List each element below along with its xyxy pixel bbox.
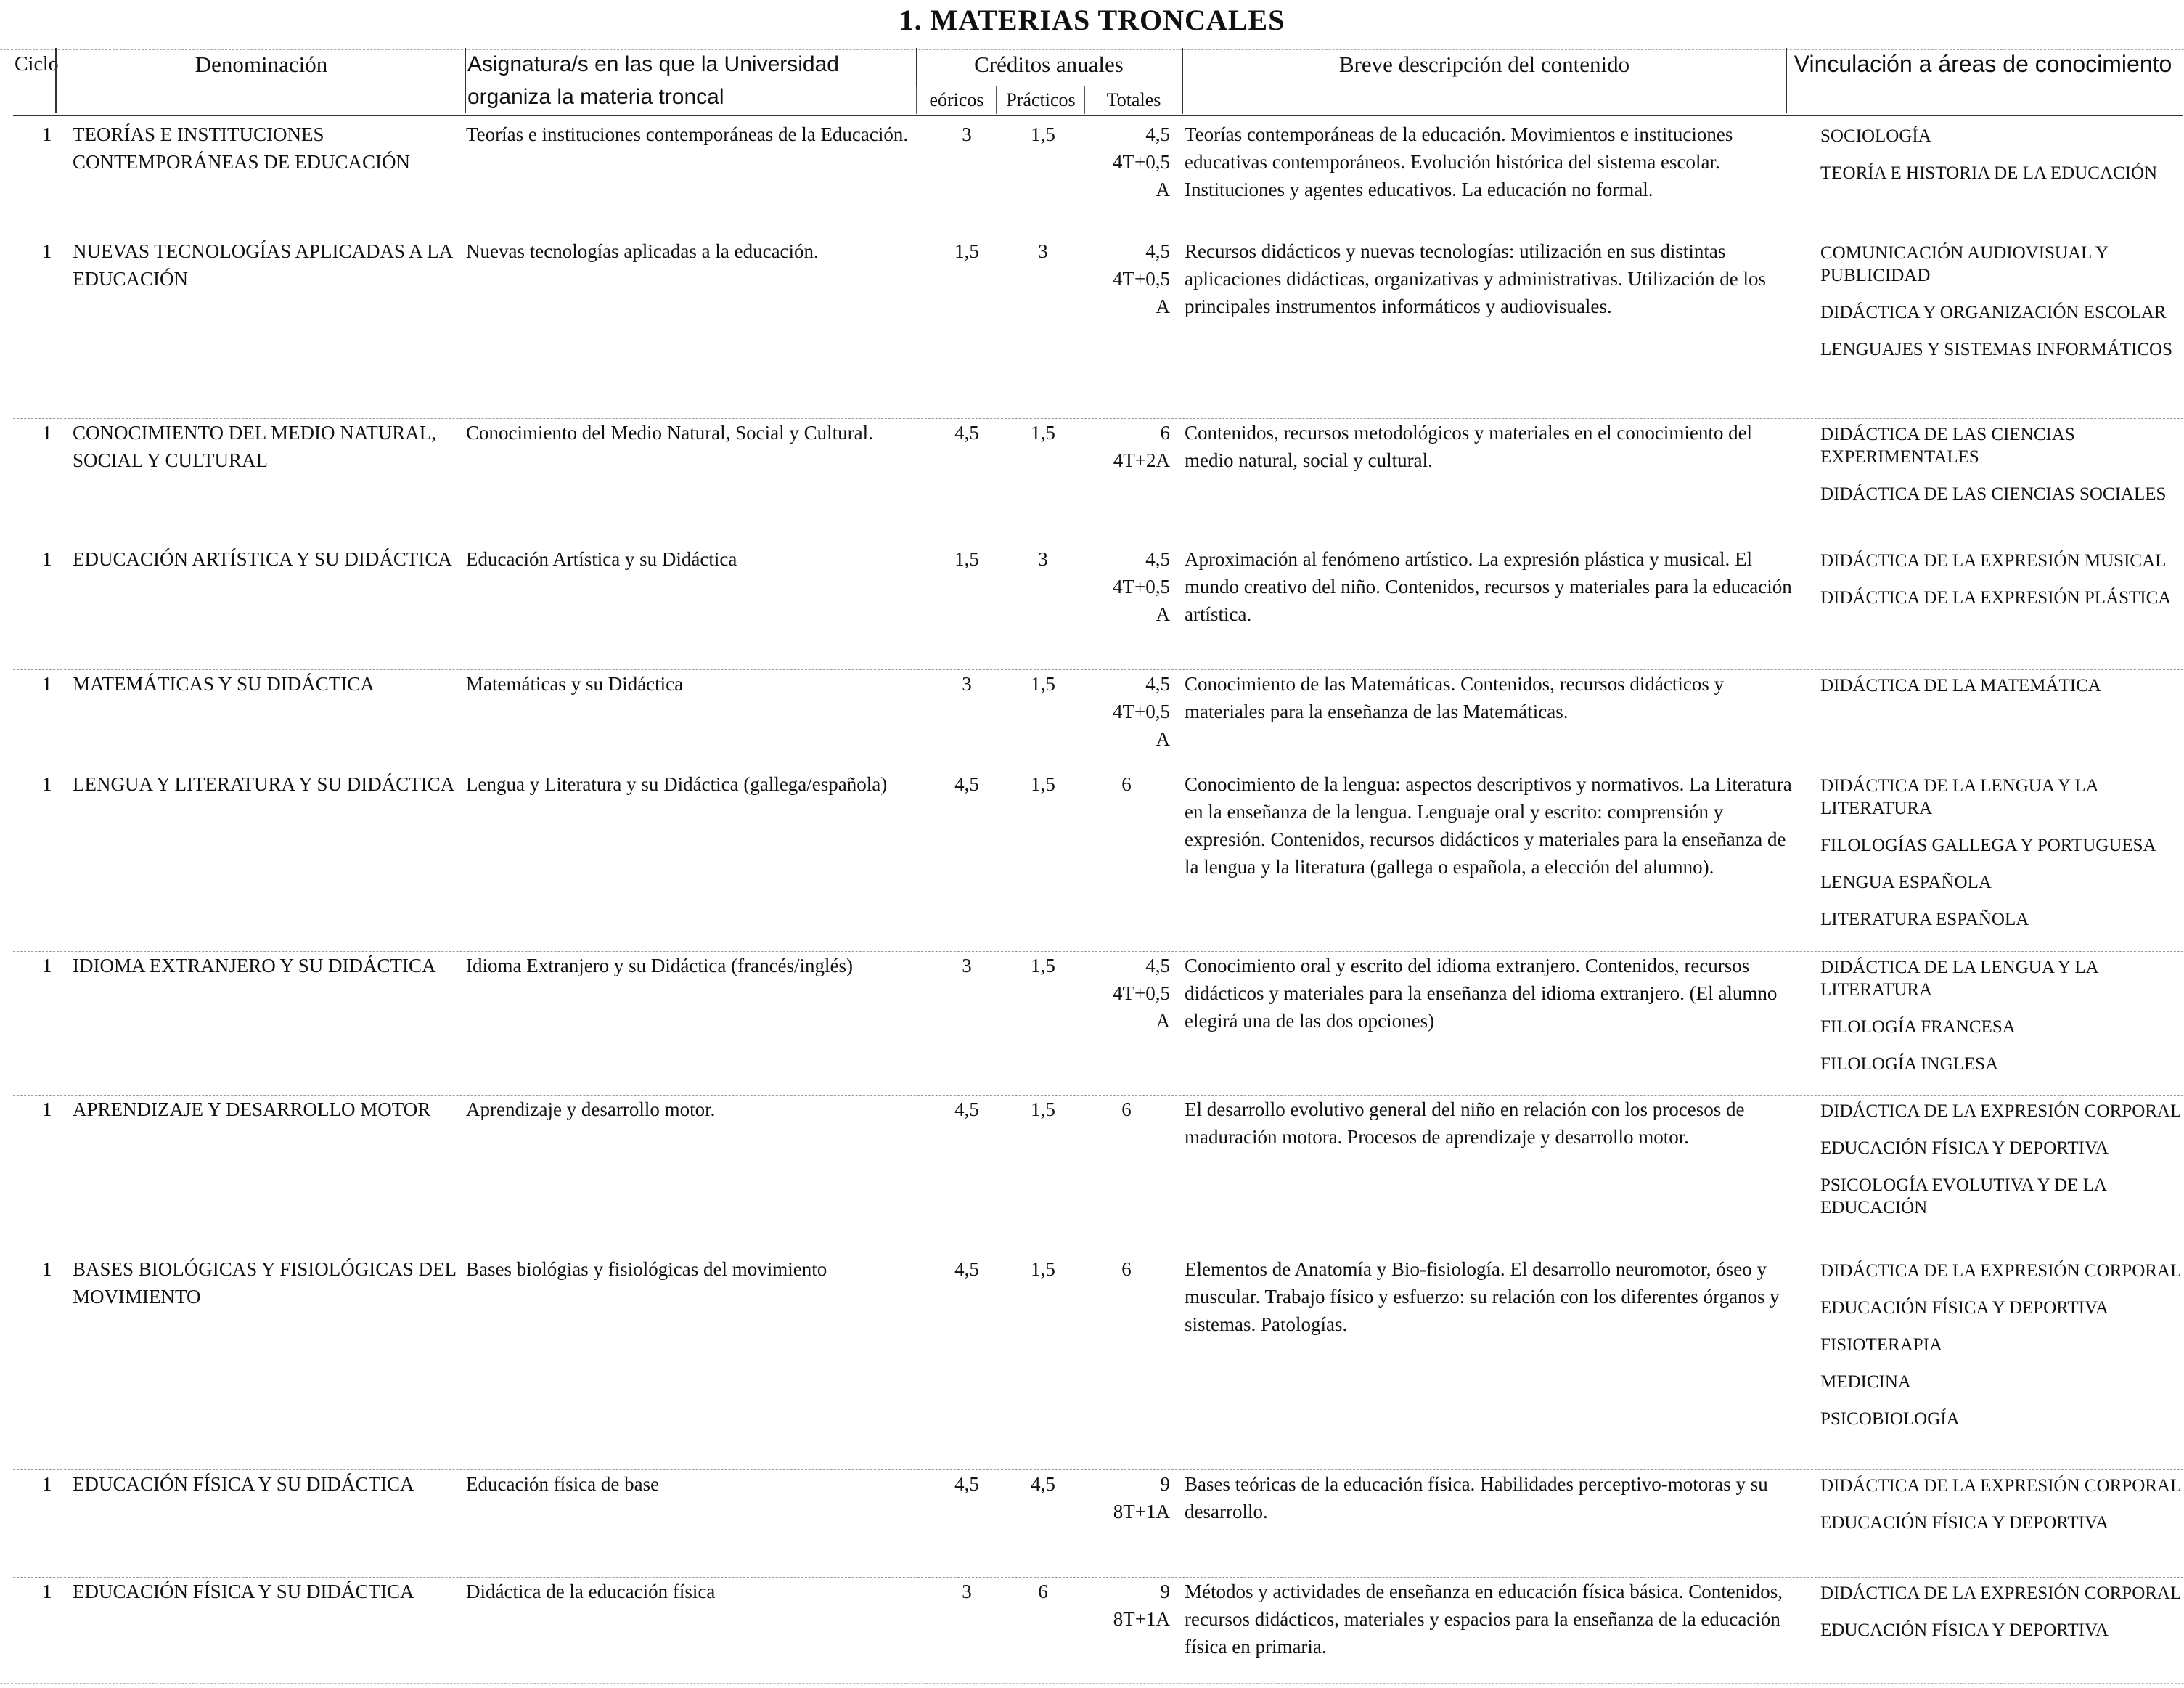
header-denominacion: Denominación: [195, 52, 328, 77]
area-item: DIDÁCTICA Y ORGANIZACIÓN ESCOLAR: [1820, 303, 2167, 322]
cell-teoricos: 3: [962, 955, 972, 976]
cell-teoricos: 3: [962, 123, 972, 145]
header-practicos: Prácticos: [996, 86, 1085, 114]
cell-practicos: 1,5: [1031, 955, 1055, 976]
cell-totales: 6: [1121, 1098, 1132, 1120]
cell-areas: [1820, 670, 2184, 712]
cell-denominacion: EDUCACIÓN FÍSICA Y SU DIDÁCTICA: [73, 1581, 414, 1602]
area-item: DIDÁCTICA DE LA LENGUA Y LA LITERATURA: [1820, 776, 2098, 818]
cell-teoricos: 3: [962, 1581, 972, 1602]
area-item: LENGUA ESPAÑOLA: [1820, 873, 1992, 892]
cell-denominacion: TEORÍAS E INSTITUCIONES CONTEMPORÁNEAS DE EDUCACIÓN: [73, 123, 411, 173]
table-row: [13, 1469, 2183, 1572]
area-item: LITERATURA ESPAÑOLA: [1820, 910, 2029, 929]
cell-practicos: 1,5: [1031, 673, 1055, 695]
cell-areas: [1820, 545, 2184, 624]
cell-asignatura: Aprendizaje y desarrollo motor.: [466, 1098, 716, 1120]
cell-practicos: 1,5: [1031, 1258, 1055, 1280]
cell-totales: 6 4T+2A: [1113, 422, 1170, 471]
area-item: DIDÁCTICA DE LA EXPRESIÓN CORPORAL: [1820, 1101, 2182, 1121]
area-item: FILOLOGÍA INGLESA: [1820, 1054, 1999, 1074]
cell-totales: 4,5 4T+0,5 A: [1113, 673, 1170, 750]
cell-ciclo: 1: [42, 548, 52, 570]
divider: [0, 1683, 2184, 1684]
table-row: [13, 418, 2183, 539]
cell-teoricos: 4,5: [954, 422, 979, 444]
cell-areas: [1820, 1470, 2184, 1549]
header-totales: Totales: [1084, 86, 1183, 114]
cell-totales: 6: [1121, 1258, 1132, 1280]
cell-totales: 6: [1121, 773, 1132, 795]
cell-totales: 4,5 4T+0,5 A: [1113, 955, 1170, 1032]
cell-totales: 4,5 4T+0,5 A: [1113, 548, 1170, 625]
area-item: MEDICINA: [1820, 1372, 1911, 1392]
cell-descripcion: Conocimiento oral y escrito del idioma extranjero. Contenidos, recursos didácticos y materiales para la enseñanza del idioma extranjero. (El alumno elegirá una de las dos opciones): [1185, 955, 1778, 1032]
cell-ciclo: 1: [42, 1258, 52, 1280]
table-row: [13, 121, 2183, 231]
cell-descripcion: Métodos y actividades de enseñanza en educación física básica. Contenidos, recursos didácticos, materiales y espacios para la enseñanza de la educación física en primaria.: [1185, 1581, 1783, 1658]
cell-asignatura: Idioma Extranjero y su Didáctica (francés/inglés): [466, 955, 854, 976]
cell-teoricos: 4,5: [954, 1098, 979, 1120]
cell-asignatura: Bases biológias y fisiológicas del movimiento: [466, 1258, 827, 1280]
page-title: 1. MATERIAS TRONCALES: [899, 4, 1285, 36]
header-teoricos: eóricos: [916, 86, 997, 114]
table-row: [13, 1095, 2183, 1249]
cell-denominacion: MATEMÁTICAS Y SU DIDÁCTICA: [73, 673, 375, 695]
header-ciclo: Ciclo: [15, 53, 59, 76]
cell-asignatura: Educación física de base: [466, 1473, 660, 1495]
area-item: TEORÍA E HISTORIA DE LA EDUCACIÓN: [1820, 163, 2158, 183]
cell-areas: [1820, 952, 2184, 1090]
cell-denominacion: APRENDIZAJE Y DESARROLLO MOTOR: [73, 1098, 431, 1120]
cell-totales: 9 8T+1A: [1113, 1581, 1170, 1630]
cell-denominacion: IDIOMA EXTRANJERO Y SU DIDÁCTICA: [73, 955, 436, 976]
cell-asignatura: Matemáticas y su Didáctica: [466, 673, 684, 695]
area-item: SOCIOLOGÍA: [1820, 126, 1931, 146]
cell-practicos: 6: [1038, 1581, 1048, 1602]
divider: [465, 48, 466, 113]
cell-denominacion: EDUCACIÓN ARTÍSTICA Y SU DIDÁCTICA: [73, 548, 452, 570]
table-row: [13, 1255, 2183, 1464]
area-item: LENGUAJES Y SISTEMAS INFORMÁTICOS: [1820, 340, 2172, 359]
cell-teoricos: 4,5: [954, 773, 979, 795]
area-item: FISIOTERAPIA: [1820, 1335, 1943, 1355]
area-item: FILOLOGÍAS GALLEGA Y PORTUGUESA: [1820, 836, 2156, 855]
cell-practicos: 1,5: [1031, 1098, 1055, 1120]
cell-areas: [1820, 237, 2184, 375]
cell-asignatura: Nuevas tecnologías aplicadas a la educación.: [466, 240, 819, 262]
cell-ciclo: 1: [42, 422, 52, 444]
cell-areas: [1820, 1255, 2184, 1445]
cell-practicos: 1,5: [1031, 422, 1055, 444]
area-item: DIDÁCTICA DE LA MATEMÁTICA: [1820, 676, 2101, 696]
cell-asignatura: Didáctica de la educación física: [466, 1581, 716, 1602]
cell-teoricos: 1,5: [954, 240, 979, 262]
cell-practicos: 4,5: [1031, 1473, 1055, 1495]
cell-ciclo: 1: [42, 673, 52, 695]
cell-descripcion: Teorías contemporáneas de la educación. Movimientos e instituciones educativas contemporáneos. Evolución histórica del sistema escolar. Instituciones y agentes educativos. La educación no formal.: [1185, 123, 1733, 200]
area-item: DIDÁCTICA DE LA EXPRESIÓN PLÁSTICA: [1820, 588, 2172, 608]
cell-areas: [1820, 121, 2184, 199]
cell-ciclo: 1: [42, 955, 52, 976]
cell-asignatura: Teorías e instituciones contemporáneas de la Educación.: [466, 123, 909, 145]
cell-descripcion: Elementos de Anatomía y Bio-fisiología. El desarrollo neuromotor, óseo y muscular. Trabajo físico y esfuerzo: su relación con los diferentes órganos y sistemas. Patologías.: [1185, 1258, 1780, 1335]
cell-descripcion: Conocimiento de las Matemáticas. Contenidos, recursos didácticos y materiales para la enseñanza de las Matemáticas.: [1185, 673, 1725, 722]
cell-denominacion: BASES BIOLÓGICAS Y FISIOLÓGICAS DEL MOVIMIENTO: [73, 1258, 457, 1308]
header-rule: [13, 115, 2183, 116]
area-item: EDUCACIÓN FÍSICA Y DEPORTIVA: [1820, 1138, 2109, 1158]
header-vinculacion: Vinculación a áreas de conocimiento: [1794, 51, 2172, 77]
cell-descripcion: Contenidos, recursos metodológicos y materiales en el conocimiento del medio natural, social y cultural.: [1185, 422, 1753, 471]
cell-areas: [1820, 1578, 2184, 1656]
cell-totales: 4,5 4T+0,5 A: [1113, 123, 1170, 200]
cell-denominacion: NUEVAS TECNOLOGÍAS APLICADAS A LA EDUCACIÓN: [73, 240, 452, 290]
cell-denominacion: EDUCACIÓN FÍSICA Y SU DIDÁCTICA: [73, 1473, 414, 1495]
cell-teoricos: 3: [962, 673, 972, 695]
table-row: [13, 545, 2183, 664]
header-creditos: Créditos anuales: [974, 52, 1124, 77]
cell-asignatura: Conocimiento del Medio Natural, Social y Cultural.: [466, 422, 873, 444]
cell-teoricos: 4,5: [954, 1473, 979, 1495]
cell-ciclo: 1: [42, 123, 52, 145]
area-item: PSICOLOGÍA EVOLUTIVA Y DE LA EDUCACIÓN: [1820, 1175, 2106, 1218]
cell-ciclo: 1: [42, 1473, 52, 1495]
area-item: DIDÁCTICA DE LA EXPRESIÓN CORPORAL: [1820, 1476, 2182, 1496]
area-item: EDUCACIÓN FÍSICA Y DEPORTIVA: [1820, 1620, 2109, 1640]
cell-descripcion: Conocimiento de la lengua: aspectos descriptivos y normativos. La Literatura en la enseñanza de la lengua. Lenguaje oral y escrito: comprensión y expresión. Contenidos, recursos didácticos y materiales para la enseñanza de la lengua y la literatura (gallega o española, a elección del alumno).: [1185, 773, 1792, 878]
table-row: [13, 669, 2183, 765]
cell-descripcion: Recursos didácticos y nuevas tecnologías: utilización en sus distintas aplicaciones didácticas, organizativas y administrativas. Utilización de los principales instrumentos informáticos y audiovisuales.: [1185, 240, 1766, 317]
cell-denominacion: CONOCIMIENTO DEL MEDIO NATURAL, SOCIAL Y CULTURAL: [73, 422, 436, 471]
table-row: [13, 1577, 2183, 1679]
cell-teoricos: 1,5: [954, 548, 979, 570]
cell-ciclo: 1: [42, 1581, 52, 1602]
cell-descripcion: El desarrollo evolutivo general del niño en relación con los procesos de maduración motora. Procesos de aprendizaje y desarrollo motor.: [1185, 1098, 1745, 1148]
area-item: DIDÁCTICA DE LA EXPRESIÓN CORPORAL: [1820, 1261, 2182, 1281]
cell-asignatura: Lengua y Literatura y su Didáctica (gallega/española): [466, 773, 888, 795]
cell-descripcion: Aproximación al fenómeno artístico. La expresión plástica y musical. El mundo creativo del niño. Contenidos, recursos y materiales para la educación artística.: [1185, 548, 1792, 625]
area-item: COMUNICACIÓN AUDIOVISUAL Y PUBLICIDAD: [1820, 243, 2108, 285]
cell-denominacion: LENGUA Y LITERATURA Y SU DIDÁCTICA: [73, 773, 455, 795]
area-item: DIDÁCTICA DE LAS CIENCIAS EXPERIMENTALES: [1820, 425, 2075, 467]
cell-practicos: 1,5: [1031, 123, 1055, 145]
cell-practicos: 1,5: [1031, 773, 1055, 795]
cell-practicos: 3: [1038, 548, 1048, 570]
area-item: EDUCACIÓN FÍSICA Y DEPORTIVA: [1820, 1298, 2109, 1318]
cell-asignatura: Educación Artística y su Didáctica: [466, 548, 737, 570]
cell-areas: [1820, 1096, 2184, 1234]
divider: [55, 48, 57, 113]
header-descripcion: Breve descripción del contenido: [1338, 52, 1630, 77]
cell-totales: 4,5 4T+0,5 A: [1113, 240, 1170, 317]
cell-practicos: 3: [1038, 240, 1048, 262]
area-item: EDUCACIÓN FÍSICA Y DEPORTIVA: [1820, 1513, 2109, 1533]
area-item: DIDÁCTICA DE LA EXPRESIÓN CORPORAL: [1820, 1583, 2182, 1603]
area-item: DIDÁCTICA DE LA EXPRESIÓN MUSICAL: [1820, 551, 2167, 571]
cell-areas: [1820, 419, 2184, 520]
area-item: PSICOBIOLOGÍA: [1820, 1409, 1960, 1429]
cell-totales: 9 8T+1A: [1113, 1473, 1170, 1522]
cell-ciclo: 1: [42, 773, 52, 795]
area-item: DIDÁCTICA DE LAS CIENCIAS SOCIALES: [1820, 484, 2167, 504]
cell-areas: [1820, 770, 2184, 945]
area-item: FILOLOGÍA FRANCESA: [1820, 1017, 2016, 1037]
table-row: [13, 951, 2183, 1090]
header-asignatura: Asignatura/s en las que la Universidad organiza la materia troncal: [467, 52, 839, 109]
area-item: DIDÁCTICA DE LA LENGUA Y LA LITERATURA: [1820, 958, 2098, 1000]
cell-descripcion: Bases teóricas de la educación física. Habilidades perceptivo-motoras y su desarrollo.: [1185, 1473, 1768, 1522]
cell-ciclo: 1: [42, 1098, 52, 1120]
table-row: [13, 237, 2183, 413]
cell-teoricos: 4,5: [954, 1258, 979, 1280]
cell-ciclo: 1: [42, 240, 52, 262]
table-row: [13, 770, 2183, 946]
